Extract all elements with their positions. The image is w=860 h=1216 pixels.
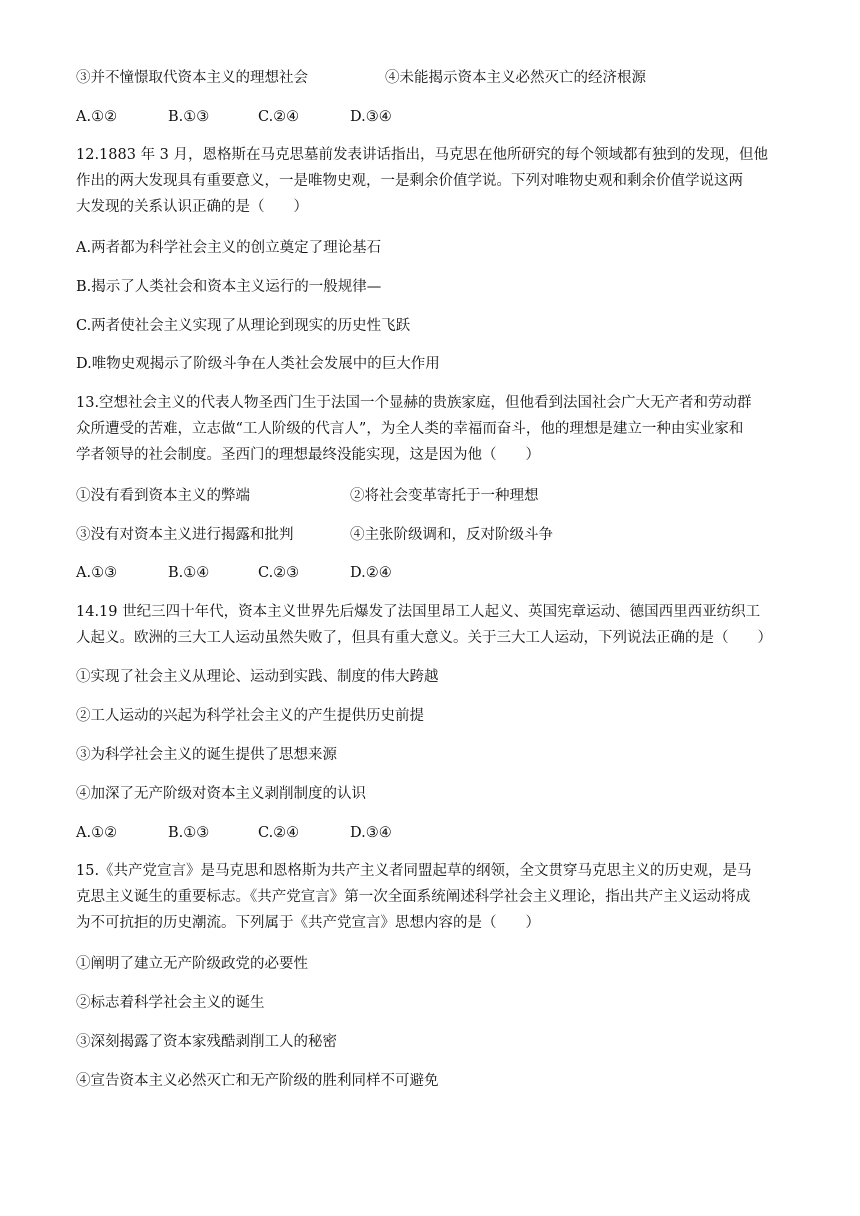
q15-statement-1: ①阐明了建立无产阶级政党的必要性	[76, 956, 308, 972]
q15-statement-3: ③深刻揭露了资本家残酷剥削工人的秘密	[76, 1034, 337, 1050]
q13-statement-3: ③没有对资本主义进行揭露和批判	[76, 527, 294, 543]
q12-choice-d: D.唯物史观揭示了阶级斗争在人类社会发展中的巨大作用	[76, 356, 440, 372]
q11-option-a: A.①②	[76, 109, 118, 125]
q14-statement-2: ②工人运动的兴起为科学社会主义的产生提供历史前提	[76, 708, 424, 724]
q14-statement-1: ①实现了社会主义从理论、运动到实践、制度的伟大跨越	[76, 669, 439, 685]
q15-stem-line-2: 克思主义诞生的重要标志。《共产党宣言》第一次全面系统阐述科学社会主义理论，指出共产主义运动将成	[76, 889, 751, 905]
q13-statement-2: ②将社会变革寄托于一种理想	[350, 488, 539, 504]
q13-option-a: A.①③	[76, 565, 118, 581]
q11-statement-4: ④未能揭示资本主义必然灭亡的经济根源	[385, 70, 646, 86]
q12-stem-line-2: 作出的两大发现具有重要意义，一是唯物史观，一是剩余价值学说。下列对唯物史观和剩余价值学说这两	[76, 173, 743, 189]
q15-stem-line-1: 15.《共产党宣言》是马克思和恩格斯为共产主义者同盟起草的纲领，全文贯穿马克思主义的历史观，是马	[76, 863, 752, 879]
q13-stem-line-1: 13.空想社会主义的代表人物圣西门生于法国一个显赫的贵族家庭，但他看到法国社会广大无产者和劳动群	[76, 395, 752, 411]
q13-stem-line-3: 学者领导的社会制度。圣西门的理想最终没能实现，这是因为他（ ）	[76, 447, 540, 463]
q14-option-d: D.③④	[350, 825, 392, 841]
q14-option-b: B.①③	[168, 825, 210, 841]
q13-stem-line-2: 众所遭受的苦难，立志做“工人阶级的代言人”，为全人类的幸福而奋斗，他的理想是建立一种由实业家和	[76, 421, 744, 437]
q12-choice-a: A.两者都为科学社会主义的创立奠定了理论基石	[76, 240, 382, 256]
q14-stem-line-1: 14.19 世纪三四十年代，资本主义世界先后爆发了法国里昂工人起义、英国宪章运动、德国西里西亚纺织工	[76, 604, 761, 620]
q11-statement-3: ③并不憧憬取代资本主义的理想社会	[76, 70, 308, 86]
q12-choice-c: C.两者使社会主义实现了从理论到现实的历史性飞跃	[76, 318, 411, 334]
q12-stem-line-1: 12.1883 年 3 月，恩格斯在马克思墓前发表讲话指出，马克思在他所研究的每个领域都有独到的发现，但他	[76, 147, 769, 163]
q15-stem-line-3: 为不可抗拒的历史潮流。下列属于《共产党宣言》思想内容的是（ ）	[76, 915, 540, 931]
q14-statement-3: ③为科学社会主义的诞生提供了思想来源	[76, 747, 337, 763]
q13-option-d: D.②④	[350, 565, 392, 581]
q14-statement-4: ④加深了无产阶级对资本主义剥削制度的认识	[76, 786, 366, 802]
q14-option-a: A.①②	[76, 825, 118, 841]
q15-statement-2: ②标志着科学社会主义的诞生	[76, 995, 265, 1011]
q13-statement-4: ④主张阶级调和，反对阶级斗争	[350, 527, 553, 543]
q11-option-b: B.①③	[168, 109, 210, 125]
q12-choice-b: B.揭示了人类社会和资本主义运行的一般规律—	[76, 279, 382, 295]
q13-option-c: C.②③	[258, 565, 300, 581]
q14-stem-line-2: 人起义。欧洲的三大工人运动虽然失败了，但具有重大意义。关于三大工人运动，下列说法正确的是（ ）	[76, 630, 772, 646]
q11-option-c: C.②④	[258, 109, 300, 125]
q13-statement-1: ①没有看到资本主义的弊端	[76, 488, 250, 504]
q12-stem-line-3: 大发现的关系认识正确的是（ ）	[76, 199, 308, 215]
q11-option-d: D.③④	[350, 109, 392, 125]
q14-option-c: C.②④	[258, 825, 300, 841]
q15-statement-4: ④宣告资本主义必然灭亡和无产阶级的胜利同样不可避免	[76, 1073, 439, 1089]
q13-option-b: B.①④	[168, 565, 210, 581]
